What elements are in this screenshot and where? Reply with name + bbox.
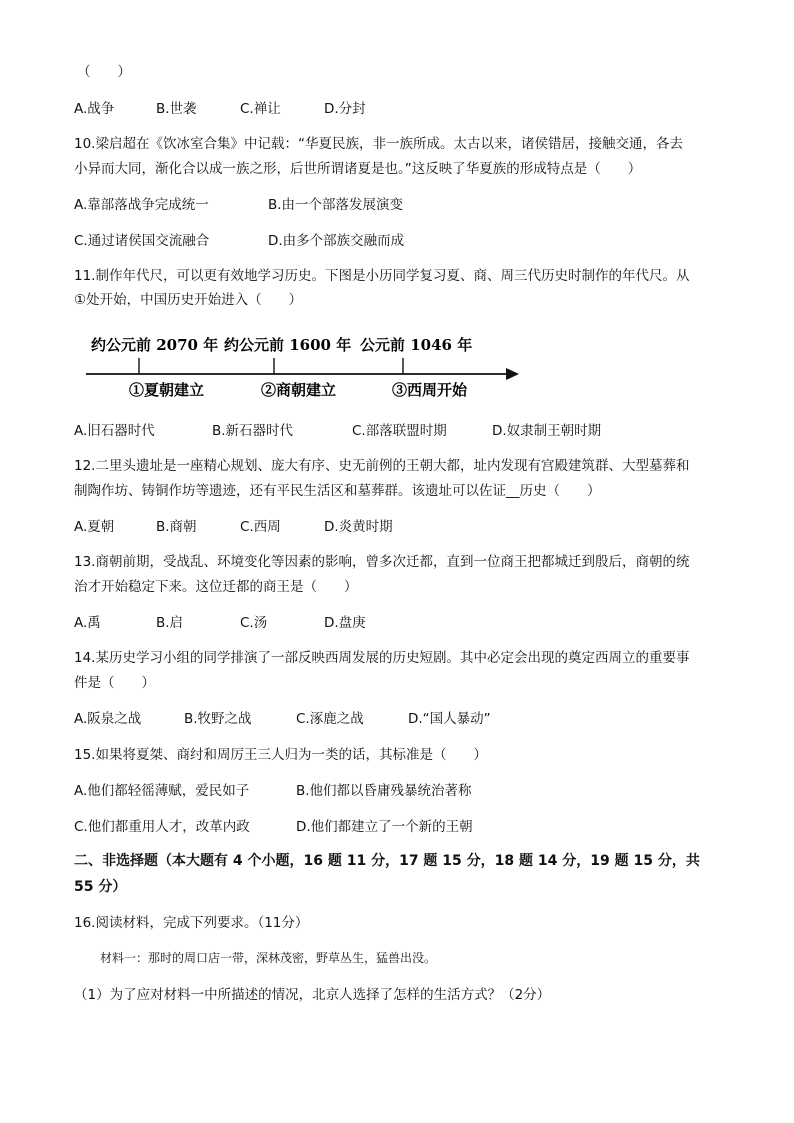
q12-option-b: B.商朝 bbox=[156, 519, 197, 535]
q11-stem-line1: 11.制作年代尺，可以更有效地学习历史。下图是小历同学复习夏、商、周三代历史时制作的年代尺。从 bbox=[74, 268, 690, 284]
q14-option-c: C.涿鹿之战 bbox=[296, 711, 364, 727]
q12-option-c: C.西周 bbox=[240, 519, 281, 535]
q13-stem-line1: 13.商朝前期，受战乱、环境变化等因素的影响，曾多次迁都，直到一位商王把都城迁到殷后，商朝的统 bbox=[74, 554, 690, 570]
q13-option-b: B.启 bbox=[156, 615, 184, 631]
timeline-date-3: 公元前 1046 年 bbox=[360, 336, 473, 354]
q13-option-a: A.禹 bbox=[74, 615, 101, 631]
timeline-arrowhead bbox=[506, 368, 519, 380]
timeline-event-1: ①夏朝建立 bbox=[129, 381, 205, 399]
q11-option-a: A.旧石器时代 bbox=[74, 423, 155, 439]
q14-option-a: A.阪泉之战 bbox=[74, 711, 142, 727]
q9-option-a: A.战争 bbox=[74, 101, 115, 117]
timeline-figure bbox=[82, 328, 522, 408]
section2-heading-line2: 55 分） bbox=[74, 879, 127, 895]
timeline-event-2: ②商朝建立 bbox=[261, 381, 337, 399]
q13-option-c: C.汤 bbox=[240, 615, 268, 631]
section2-heading-line1: 二、非选择题（本大题有 4 个小题，16 题 11 分，17 题 15 分，18 题 14 分，19 题 15 分，共 bbox=[74, 853, 700, 869]
q11-option-c: C.部落联盟时期 bbox=[352, 423, 447, 439]
q11-stem-line2: ①处开始，中国历史开始进入（ ） bbox=[74, 292, 303, 308]
timeline-date-1: 约公元前 2070 年 bbox=[91, 336, 219, 354]
q15-option-b: B.他们都以昏庸残暴统治著称 bbox=[296, 783, 472, 799]
q9-option-c: C.禅让 bbox=[240, 101, 281, 117]
q15-option-c: C.他们都重用人才，改革内政 bbox=[74, 819, 250, 835]
q11-option-d: D.奴隶制王朝时期 bbox=[492, 423, 602, 439]
q15-option-d: D.他们都建立了一个新的王朝 bbox=[296, 819, 473, 835]
q9-option-d: D.分封 bbox=[324, 101, 366, 117]
q13-stem-line2: 治才开始稳定下来。这位迁都的商王是（ ） bbox=[74, 579, 358, 595]
q11-option-b: B.新石器时代 bbox=[212, 423, 294, 439]
q9-answer-blank: （ ） bbox=[77, 64, 131, 80]
q14-option-d: D.“国人暴动” bbox=[408, 711, 491, 727]
q9-option-b: B.世袭 bbox=[156, 101, 197, 117]
q12-option-a: A.夏朝 bbox=[74, 519, 115, 535]
q10-option-b: B.由一个部落发展演变 bbox=[268, 197, 404, 213]
q10-option-c: C.通过诸侯国交流融合 bbox=[74, 233, 210, 249]
q14-stem-line2: 件是（ ） bbox=[74, 675, 155, 691]
q14-option-b: B.牧野之战 bbox=[184, 711, 252, 727]
q16-material-1: 材料一：那时的周口店一带，深林茂密，野草丛生，猛兽出没。 bbox=[100, 951, 437, 965]
q10-option-d: D.由多个部族交融而成 bbox=[268, 233, 405, 249]
q16-stem: 16.阅读材料，完成下列要求。（11分） bbox=[74, 915, 309, 931]
q15-option-a: A.他们都轻徭薄赋，爱民如子 bbox=[74, 783, 250, 799]
timeline-date-2: 约公元前 1600 年 bbox=[224, 336, 352, 354]
q12-stem-line2: 制陶作坊、铸铜作坊等遗迹，还有平民生活区和墓葬群。该遗址可以佐证__历史（ ） bbox=[74, 483, 601, 499]
q15-stem: 15.如果将夏桀、商纣和周厉王三人归为一类的话，其标准是（ ） bbox=[74, 747, 487, 763]
q13-option-d: D.盘庚 bbox=[324, 615, 366, 631]
q12-option-d: D.炎黄时期 bbox=[324, 519, 393, 535]
q12-stem-line1: 12.二里头遗址是一座精心规划、庞大有序、史无前例的王朝大都，址内发现有宫殿建筑群、大型墓葬和 bbox=[74, 458, 690, 474]
q10-stem-line2: 小异而大同，渐化合以成一族之形，后世所谓诸夏是也。”这反映了华夏族的形成特点是（ ） bbox=[74, 161, 642, 177]
q14-stem-line1: 14.某历史学习小组的同学排演了一部反映西周发展的历史短剧。其中必定会出现的奠定西周立的重要事 bbox=[74, 650, 690, 666]
timeline-event-3: ③西周开始 bbox=[392, 381, 468, 399]
q16-subquestion-1: （1）为了应对材料一中所描述的情况，北京人选择了怎样的生活方式？（2分） bbox=[74, 987, 551, 1003]
q10-option-a: A.靠部落战争完成统一 bbox=[74, 197, 209, 213]
q10-stem-line1: 10.梁启超在《饮冰室合集》中记载：“华夏民族，非一族所成。太古以来，诸侯错居，接触交通，各去 bbox=[74, 136, 683, 152]
